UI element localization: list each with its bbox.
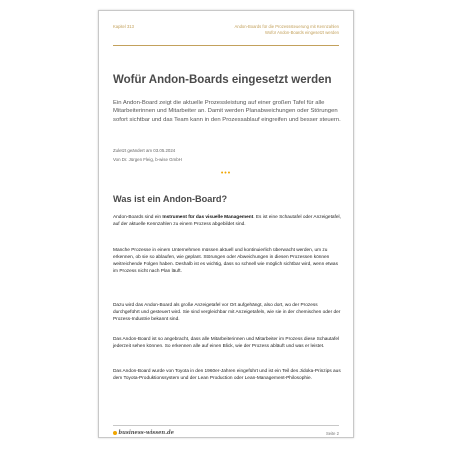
page-footer [113,425,339,440]
section-heading: Was ist ein Andon-Board? [113,194,228,204]
running-header [113,23,339,46]
logo-text: business-wissen.de [118,430,174,436]
paragraph-2: Manche Prozesse in einem Unternehmen müssen aktuell und kontinuierlich überwacht werden, um zu erkennen, ob sie so ablaufen, wie geplant. Störungen oder Abweichungen in diesen Prozessen können weitreichende Folgen haben. Deshalb ist es wichtig, dass so schnell wie möglich sichtbar wird, wenn etwas im Prozess nicht nach Plan läuft. [113,248,338,274]
chapter-label: Kapitel 313 [113,24,134,29]
paragraph-5: Das Andon-Board wurde von Toyota in den 1960er-Jahren eingeführt und ist ein Teil des Jidoka-Prinzips aus dem Toyota-Produktionssystem und der Lean Production oder Lean-Management-Philosophie. [113,369,341,381]
paragraph-1-start: Andon-Boards sind ein [113,215,163,220]
last-updated: Zuletzt geändert am 03.05.2024 [113,148,176,153]
header-right [234,24,339,35]
document-page [98,10,354,438]
author-line: Von Dr. Jürgen Fleig, b-wise GmbH [113,157,182,162]
paragraph-1-emphasis: Instrument für das visuelle Management [162,215,254,220]
intro-text: Ein Andon-Board zeigt die aktuelle Prozessleistung auf einer großen Tafel für alle Mitarbeiterinnen und Mitarbeiter an. Damit werden Planabweichungen oder Störungen sofort sichtbar und das Team kann in den Prozessablauf eingreifen und besser steuern. [113,100,341,123]
header-line-2: Wofür Andon-Boards eingesetzt werden [265,29,339,35]
header-line-1: Andon-Boards für die Prozesssteuerung mit Kennzahlen [234,24,339,29]
paragraph-4: Das Andon-Board ist so angebracht, dass alle Mitarbeiterinnen und Mitarbeiter im Prozess diese Schautafel jederzeit sehen können. So erkennen alle auf einen Blick, wie der Prozess abläuft und was er leistet. [113,337,340,349]
page-number: Seite 2 [325,431,339,436]
site-logo[interactable] [113,430,174,436]
paragraph-1 [113,214,343,228]
page-title: Wofür Andon-Boards eingesetzt werden [113,74,332,86]
logo-dot-icon [113,431,117,435]
paragraph-3: Dazu wird das Andon-Board als große Anzeigetafel vor Ort aufgehängt, also dort, wo der Prozess durchgeführt und gesteuert wird. Sie sind vergleichbar mit Anzeigetafeln, wie sie in der chemischen oder der Prozess-Industrie bekannt sind. [113,303,341,322]
paragraph-1-end: . Es ist eine Schautafel oder Anzeigetafel, auf der aktuelle Kennzahlen zu einem Prozess abgebildet sind. [113,215,341,227]
separator-dots: ••• [220,170,232,177]
